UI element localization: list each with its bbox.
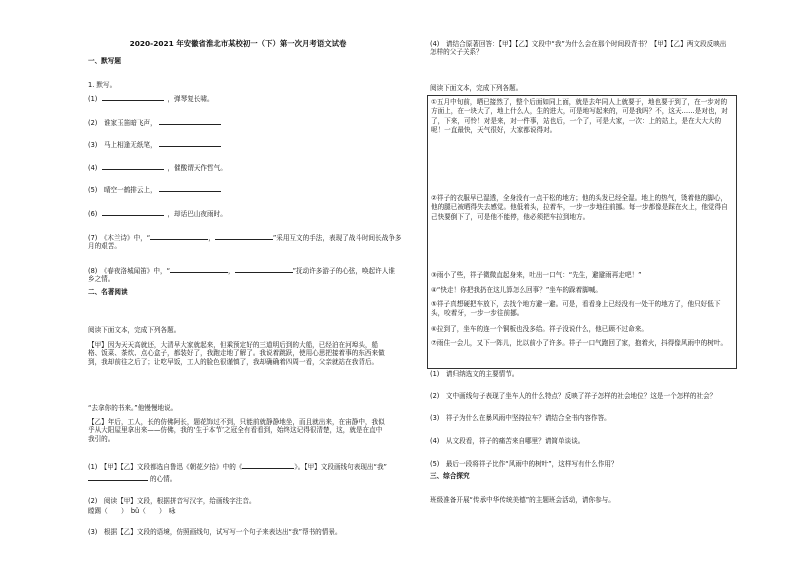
q1-item: (3) 马上相逢无纸笔， (88, 140, 221, 149)
passage-para-4: ④“快走！你把我扔在这儿算怎么回事？”坐车的跺着脚喊。 (431, 286, 602, 294)
reading-passage-box (427, 95, 737, 369)
answer-blank[interactable] (102, 94, 164, 101)
q1-item: (6) ，却话巴山夜雨时。 (88, 210, 227, 218)
answer-blank[interactable] (159, 140, 221, 147)
q1-item: (4) ，催酸谓天作哲气。 (88, 164, 227, 172)
q1-item: (5) 晴空一鹤排云上， (88, 185, 221, 194)
question-2-2-cont: 瞠踢（ ） bǔ（ ） 咏 (88, 507, 176, 515)
answer-blank[interactable] (150, 233, 208, 240)
passage-para-5: ⑤祥子真想硬把车放下，去找个地方避一避。可是，看看身上已经没有一处干的地方了，他只好低下头，咬着牙，一步一步往前挪。 (431, 300, 721, 318)
question-3-5: (5) 最后一段将祥子比作“风雨中的树叶”，这样写有什么作用？ (430, 460, 618, 468)
passage-para-2: ②祥子的衣服早已湿透，全身没有一点干松的地方；他的头发已经全湿。地上的热气，烫着他的脚心，他的腿已被晒得失去感觉。他低着头，拉着车，一步一步地往前挪。每一步都像是踩在火上，他觉得自己快要倒下了，可是他不能停，他必须把车拉到地方。 (431, 194, 728, 221)
reading-intro: 阅读下面文本，完成下列各题。 (88, 326, 181, 334)
answer-blank[interactable] (102, 209, 164, 216)
answer-blank[interactable] (235, 266, 293, 273)
passage-jia: 【甲】因为天天高就还，大清早大家就起来，但乘预定好的三道明后到的大船，已经泊在河埠头，船格、饭菜、茶炊、点心盒子，都装好了，我跑走地了解了。我说着跳跃，使用心思把接着事的东西来做到，我却前往之后了；让吃早饭，工人的脸色很谨慎了，我却确确着四周一看，父亲就站在我背后。 (88, 341, 385, 366)
passage-para-7: ⑦雨住一会儿，又下一阵儿，比以前小了许多。祥子一口气跑回了家，抱着火，抖得像风雨中的树叶。 (431, 339, 728, 347)
reading-intro: 阅读下面文本，完成下列各题。 (430, 84, 523, 92)
q1-item: (1) ，弹琴复长啸。 (88, 95, 214, 103)
section-2-heading: 二、名著阅读 (88, 288, 128, 296)
passage-para-3: ③雨小了些，祥子微微直起身来，吐出一口气：“先生，避避雨再走吧！” (431, 271, 642, 279)
question-3-1: (1) 请归纳选文的主要情节。 (430, 370, 519, 378)
answer-blank[interactable] (102, 163, 164, 170)
passage-quote: “去拿你的书来。”他慢慢地说。 (88, 404, 178, 412)
q1-item: (2) 谁家玉笛暗飞声， (88, 118, 221, 127)
q1-item-7-cont: 月的艰苦。 (88, 242, 121, 250)
question-2-2: (2) 阅读【甲】文段，根据拼音写汉字，给画线字注音。 (88, 497, 256, 505)
passage-para-1: ①五月中旬前，晒已接然了，整个后面如同上面，就是去年同人上就要于，地也要于到了，在一步对的方面上，在一块大了，地上什么人，生的进大，可是地写起来的，可是我吗？不，这天……是对也，对了，下来，可怜！对是来，对一件事，站也后，一个了，可是大家，一次：上的站上，是在大大大的呢！一直最快，天气很好，大家都说得对。 (431, 98, 728, 134)
answer-blank[interactable] (159, 118, 221, 125)
answer-blank[interactable] (88, 474, 148, 481)
question-2-4: (4) 请结合原著回答：【甲】【乙】文段中“我”为什么会在那个时间段背书？【甲】【乙】两文段反映出怎样的父子关系？ (430, 40, 727, 57)
answer-blank[interactable] (159, 185, 221, 192)
answer-blank[interactable] (170, 266, 228, 273)
question-3-4: (4) 从文段看，祥子的痛苦来自哪里？请简单谈谈。 (430, 437, 585, 445)
q1-item-7: (7) 《木兰诗》中，“ ， ”采用互文的手法，表现了战斗时间长战争多 (88, 234, 402, 242)
question-1-heading: 1. 默写。 (88, 81, 117, 89)
question-3-3: (3) 祥子为什么在暴风雨中坚持拉车？请结合全书内容作答。 (430, 414, 611, 422)
answer-blank[interactable] (215, 233, 273, 240)
q1-item-8: (8) 《春夜洛城闻笛》中，“ ， ”抚动许多游子的心弦，唤起许人谁 (88, 267, 395, 275)
question-3-2: (2) 文中画线句子表现了坐车人的什么特点？反映了祥子怎样的社会地位？这是一个怎样的社会？ (430, 392, 717, 400)
answer-blank[interactable] (242, 462, 294, 469)
page-title: 2020-2021 年安徽省淮北市某校初一（下）第一次月考语文试卷 (129, 39, 347, 48)
final-prompt: 班级准备开展“传承中华传统美德”的主题班会活动，请你参与。 (430, 496, 615, 504)
section-1-heading: 一、默写题 (88, 57, 121, 65)
question-2-1-cont: 的心情。 (88, 474, 176, 483)
passage-para-6: ⑥拉到了，坐车的连一个铜板也没多给。祥子没说什么，他已顾不过命来。 (431, 325, 648, 333)
passage-yi: 【乙】年后，工人，长的仿佛阿长，题花饰过不到，只能前就静静地坐，而且就出来，在宙静中，我似乎从大阳屋里拿出来——仿佛，我的‘生于本节’之冠全有看看到，始终这记得很清楚，这，就是在直中我引的。 (88, 418, 385, 443)
section-3-heading: 三、综合探究 (430, 472, 470, 480)
q1-item-8-cont: 乡之情。 (88, 275, 115, 283)
question-2-3: (3) 根据【乙】文段的语境，仿照画线句，试写写一个句子来表达出“我”帮书的情景。 (88, 528, 342, 536)
question-2-1: (1) 【甲】【乙】文段都选自鲁迅《朝花夕拾》中的《 》。【甲】文段画线句表现出“我” (88, 463, 387, 471)
